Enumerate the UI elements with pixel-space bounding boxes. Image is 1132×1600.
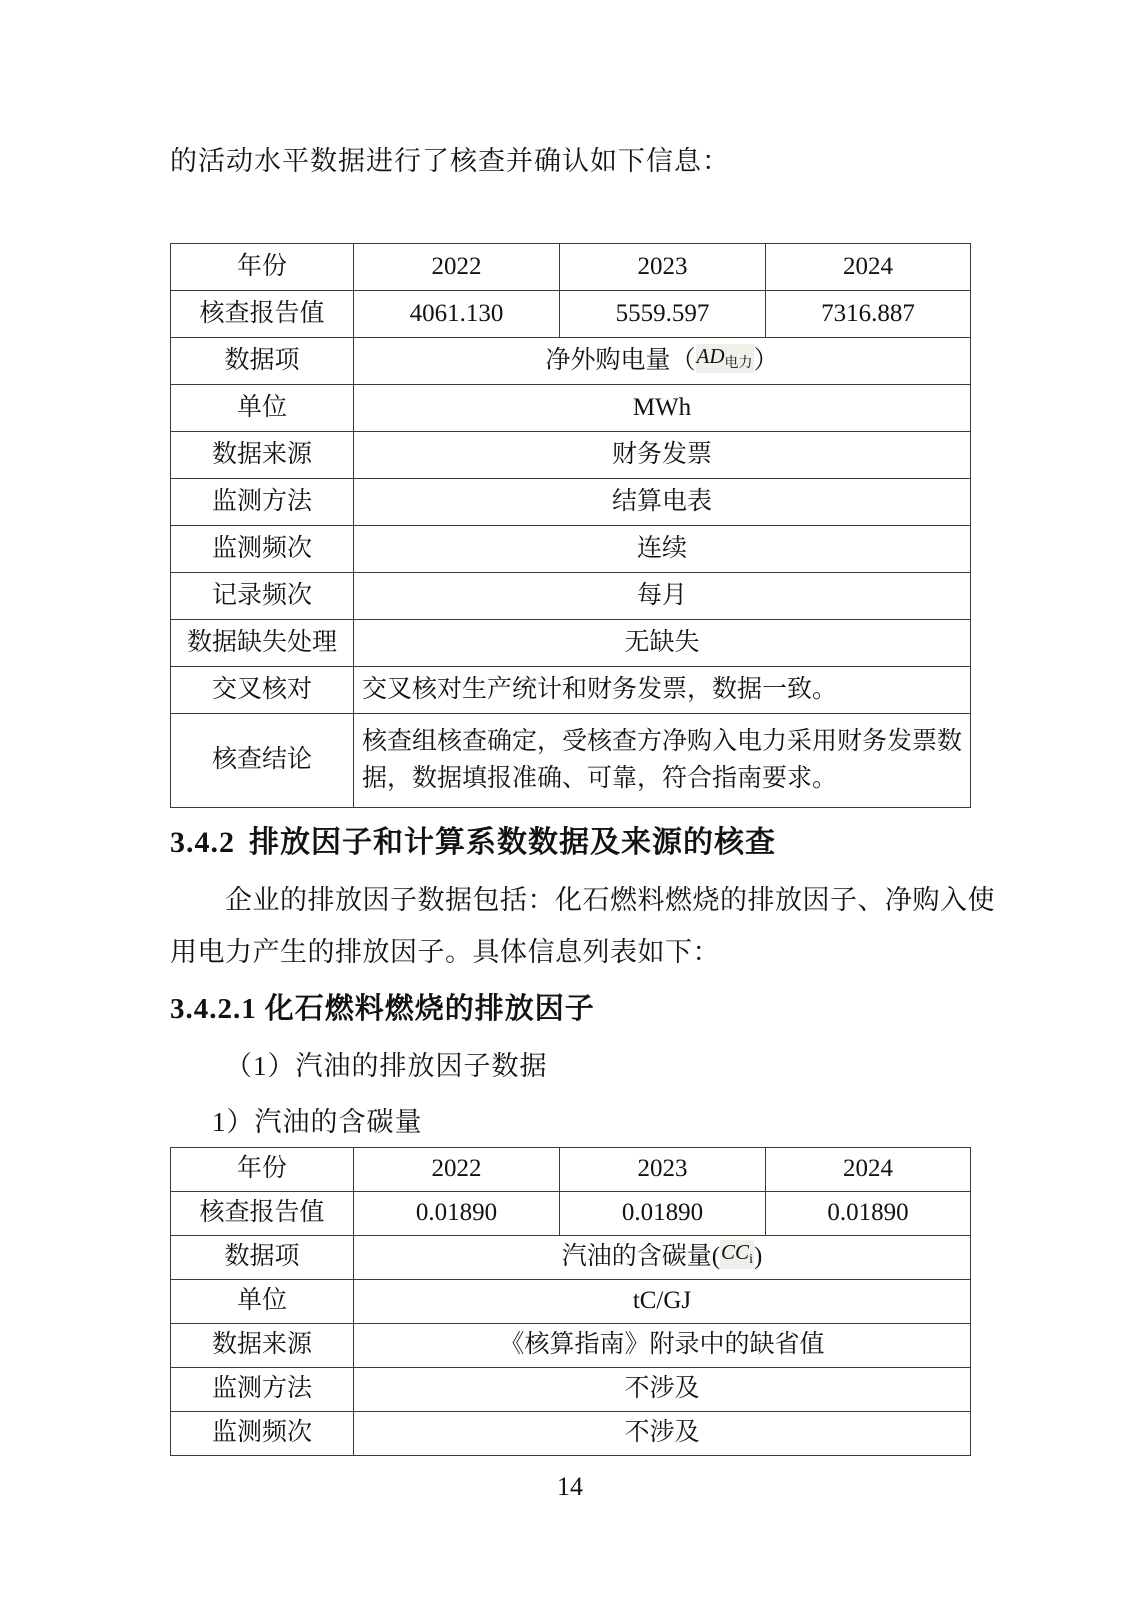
row-label: 数据来源 [171,432,354,479]
row-label: 核查报告值 [171,291,354,338]
table-row-data-item [171,338,971,385]
table-row-cross-check [171,667,971,714]
year-2024-cell: 2024 [766,244,971,291]
paragraph-line: 用电力产生的排放因子。具体信息列表如下： [170,937,720,967]
row-label: 监测频次 [171,526,354,573]
row-label: 数据项 [171,1236,354,1280]
section-heading-3-4-2-1 [170,991,970,1027]
table-row-missing-data-handling [171,620,971,667]
row-label: 单位 [171,385,354,432]
table-row-monitoring-frequency [171,1412,971,1456]
table-row-monitoring-frequency [171,526,971,573]
cross-check-cell: 交叉核对生产统计和财务发票，数据一致。 [354,667,971,714]
row-label: 数据项 [171,338,354,385]
formula-ad-electricity: $AD_{电力}$ [696,343,753,371]
table-row-reported-value [171,291,971,338]
table-row-record-frequency [171,573,971,620]
conclusion-cell: 核查组核查确定，受核查方净购入电力采用财务发票数据，数据填报准确、可靠，符合指南要求。 [354,714,971,808]
data-source-cell: 《核算指南》附录中的缺省值 [354,1324,971,1368]
data-item-cell: 净外购电量$(AD_{电力})$ [354,338,971,385]
data-item-cell: 汽油的含碳量$(CC_i)$ [354,1236,971,1280]
paragraph-line: 企业的排放因子数据包括：化石燃料燃烧的排放因子、净购入使 [225,885,995,915]
row-label: 年份 [171,244,354,291]
table-row-unit [171,385,971,432]
gasoline-carbon-content-table [170,1147,971,1456]
table-row-monitoring-method [171,1368,971,1412]
monitoring-method-cell: 结算电表 [354,479,971,526]
row-label: 记录频次 [171,573,354,620]
section-title: 化石燃料燃烧的排放因子 [264,993,595,1025]
unit-cell: MWh [354,385,971,432]
unit-cell: tC/GJ [354,1280,971,1324]
intro-paragraph: 的活动水平数据进行了核查并确认如下信息： [170,146,730,176]
year-2022-cell: 2022 [354,1148,560,1192]
missing-data-cell: 无缺失 [354,620,971,667]
row-label: 单位 [171,1280,354,1324]
table-row-year [171,244,971,291]
row-label: 监测频次 [171,1412,354,1456]
list-item-gasoline-emission-factor: （1）汽油的排放因子数据 [225,1051,548,1081]
year-2023-cell: 2023 [560,1148,766,1192]
monitoring-frequency-cell: 连续 [354,526,971,573]
value-2022-cell: 4061.130 [354,291,560,338]
data-source-cell: 财务发票 [354,432,971,479]
value-2023-cell: 5559.597 [560,291,766,338]
page-number: 14 [557,1472,583,1501]
monitoring-frequency-cell: 不涉及 [354,1412,971,1456]
list-item-gasoline-carbon-content: 1）汽油的含碳量 [212,1107,423,1137]
data-item-text: 汽油的含碳量( [561,1243,721,1271]
table-row-verification-conclusion [171,714,971,808]
table-row-data-source [171,432,971,479]
table-row-year [171,1148,971,1192]
value-2024-cell: 0.01890 [766,1192,971,1236]
row-label: 数据来源 [171,1324,354,1368]
row-label: 数据缺失处理 [171,620,354,667]
year-2023-cell: 2023 [560,244,766,291]
table-row-monitoring-method [171,479,971,526]
section-number: 3.4.2 [170,826,235,859]
table-row-unit [171,1280,971,1324]
table-row-data-source [171,1324,971,1368]
monitoring-method-cell: 不涉及 [354,1368,971,1412]
table-row-reported-value [171,1192,971,1236]
row-label: 核查结论 [171,714,354,808]
value-2022-cell: 0.01890 [354,1192,560,1236]
year-2024-cell: 2024 [766,1148,971,1192]
row-label: 监测方法 [171,479,354,526]
section-number: 3.4.2.1 [170,993,257,1025]
section-title: 排放因子和计算系数数据及来源的核查 [249,826,776,859]
row-label: 交叉核对 [171,667,354,714]
data-item-text: 净外购电量（ [545,346,696,374]
page-content [170,0,995,1456]
year-2022-cell: 2022 [354,244,560,291]
formula-cc-i: $CC_i$ [721,1240,753,1268]
activity-data-verification-table [170,243,971,808]
value-2023-cell: 0.01890 [560,1192,766,1236]
emission-factor-paragraph [170,874,995,978]
row-label: 监测方法 [171,1368,354,1412]
row-label: 核查报告值 [171,1192,354,1236]
row-label: 年份 [171,1148,354,1192]
table-row-data-item [171,1236,971,1280]
value-2024-cell: 7316.887 [766,291,971,338]
record-frequency-cell: 每月 [354,573,971,620]
section-heading-3-4-2 [170,824,970,862]
